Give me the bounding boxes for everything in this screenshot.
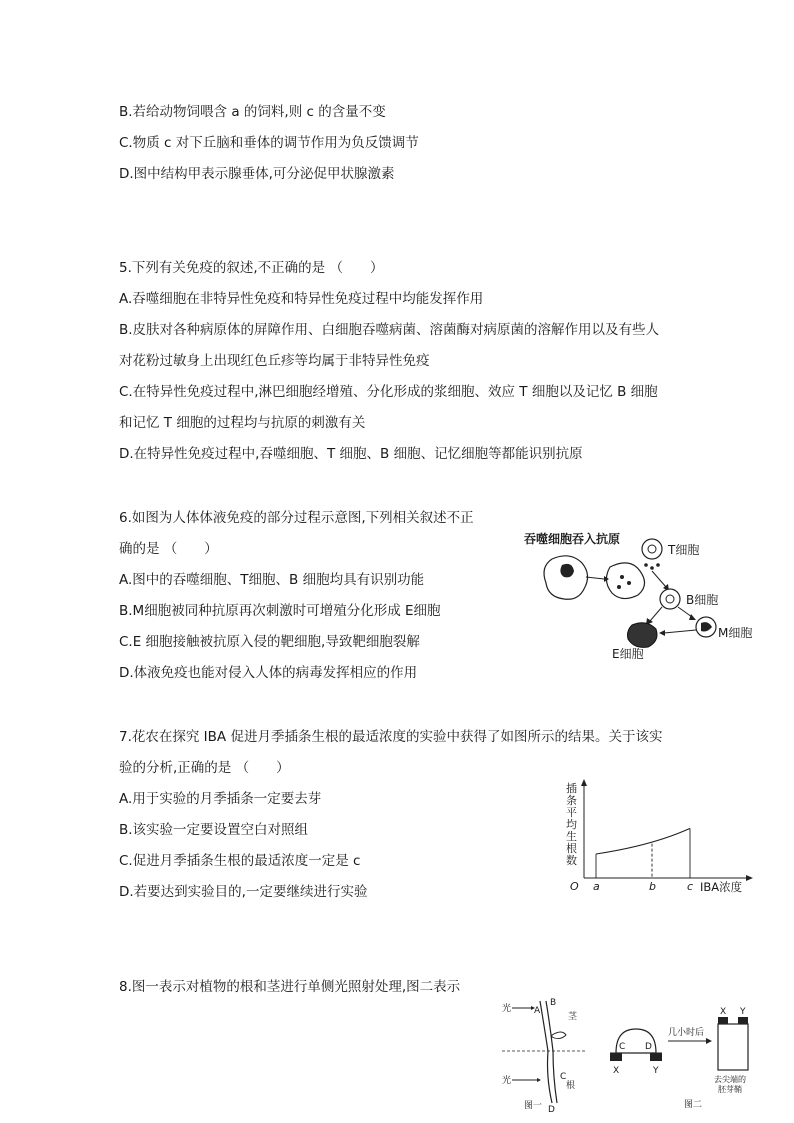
arrow-head — [706, 1038, 712, 1044]
y-axis-label-char: 数 — [566, 854, 577, 867]
e-cell — [628, 623, 658, 648]
x-axis-arrow — [746, 875, 753, 881]
label-y2-fig2: Y — [740, 1007, 746, 1017]
q7-stem-line1: 7.花农在探究 IBA 促进月季插条生根的最适浓度的实验中获得了如图所示的结果。关于该实 — [119, 729, 663, 745]
q6-stem-line1: 6.如图为人体体液免疫的部分过程示意图,下列相关叙述不正 — [119, 510, 474, 526]
y-axis-label — [566, 781, 577, 867]
e-cell-label: E细胞 — [612, 647, 644, 661]
root — [548, 1051, 553, 1103]
q7-option-b: B.该实验一定要设置空白对照组 — [119, 822, 309, 838]
arrow-t-to-b — [652, 571, 666, 587]
q8-figure-1 — [500, 995, 590, 1115]
q6-option-c: C.E 细胞接触被抗原入侵的靶细胞,导致靶细胞裂解 — [119, 634, 420, 650]
q7-iba-chart — [560, 778, 775, 898]
coleoptile-label-line1: 去尖端的 — [714, 1075, 746, 1084]
stem-label: 茎 — [568, 1012, 578, 1022]
agar-block-x — [610, 1053, 622, 1061]
figure-1-caption: 图一 — [524, 1101, 543, 1111]
arrow-text: 几小时后 — [668, 1028, 705, 1038]
light-label-bottom: 光 — [502, 1076, 512, 1086]
label-x2-fig2: X — [720, 1007, 727, 1017]
x-tick-label-b: b — [649, 880, 656, 893]
q7-option-a: A.用于实验的月季插条一定要去芽 — [119, 791, 322, 807]
arrow-head — [537, 1078, 541, 1082]
x-axis-label: IBA浓度 — [700, 880, 743, 894]
antigen-dot — [620, 575, 624, 579]
agar-block-x-on-coleoptile — [718, 1017, 728, 1024]
b-cell-nucleus — [666, 595, 674, 603]
label-x-fig2: X — [613, 1066, 620, 1076]
q4-option-d: D.图中结构甲表示腺垂体,可分泌促甲状腺激素 — [119, 166, 395, 182]
y-axis-label-char: 平 — [566, 806, 577, 819]
m-cell-label: M细胞 — [718, 626, 753, 640]
q4-option-c: C.物质 c 对下丘脑和垂体的调节作用为负反馈调节 — [119, 135, 419, 151]
y-axis-label-char: 均 — [566, 818, 577, 831]
label-a: A — [534, 1006, 541, 1016]
antigen-dot — [650, 566, 654, 570]
antigen-dot — [627, 581, 631, 585]
b-cell-label: B细胞 — [686, 593, 719, 607]
y-axis-label-char: 条 — [566, 794, 577, 807]
arrow-head — [659, 630, 665, 636]
y-axis-label-char: 插 — [566, 782, 577, 795]
label-b: B — [550, 998, 557, 1008]
q6-option-a: A.图中的吞噬细胞、T细胞、B 细胞均具有识别功能 — [119, 572, 425, 588]
q5-option-b-line2: 对花粉过敏身上出现红色丘疹等均属于非特异性免疫 — [119, 353, 430, 369]
origin-label: O — [570, 880, 579, 893]
phagocyte-cell — [544, 556, 588, 599]
t-cell-nucleus — [648, 545, 656, 553]
antigen-presenting-cell — [606, 563, 644, 599]
leaf — [552, 1032, 566, 1039]
root-label: 根 — [566, 1081, 576, 1091]
antigen-dot — [617, 585, 621, 589]
q5-option-c-line2: 和记忆 T 细胞的过程均与抗原的刺激有关 — [119, 415, 366, 431]
q7-option-c: C.促进月季插条生根的最适浓度一定是 c — [119, 853, 361, 869]
q5-stem: 5.下列有关免疫的叙述,不正确的是 （ ） — [119, 260, 384, 276]
q7-stem-line2: 验的分析,正确的是 （ ） — [119, 760, 290, 776]
q5-option-d: D.在特异性免疫过程中,吞噬细胞、T 细胞、B 细胞、记忆细胞等都能识别抗原 — [119, 446, 583, 462]
label-d-fig2: D — [645, 1042, 652, 1052]
coleoptile-label-line2: 胚芽鞘 — [718, 1085, 742, 1094]
y-axis-label-char: 生 — [566, 830, 577, 843]
agar-block-y-on-coleoptile — [738, 1017, 748, 1024]
y-axis-arrow — [581, 779, 587, 786]
q8-stem: 8.图一表示对植物的根和茎进行单侧光照射处理,图二表示 — [119, 979, 461, 995]
agar-block-y — [650, 1053, 662, 1061]
antigen-dot — [656, 563, 660, 567]
diagram-title: 吞噬细胞吞入抗原 — [524, 532, 621, 546]
root-outline — [553, 1051, 557, 1103]
arrow-head — [689, 614, 696, 620]
arrow-phagocyte-to-apc — [586, 577, 604, 579]
series-line — [596, 828, 690, 854]
q6-stem-line2: 确的是 （ ） — [119, 541, 218, 557]
x-tick-label-a: a — [593, 880, 600, 893]
label-c-fig2: C — [619, 1042, 626, 1052]
arrow-b-to-m — [678, 607, 692, 617]
antigen-dot — [644, 563, 648, 567]
q5-option-c-line1: C.在特异性免疫过程中,淋巴细胞经增殖、分化形成的浆细胞、效应 T 细胞以及记忆 B 细胞 — [119, 384, 658, 400]
label-c: C — [560, 1072, 567, 1082]
q6-option-d: D.体液免疫也能对侵入人体的病毒发挥相应的作用 — [119, 665, 418, 681]
light-label-top: 光 — [502, 1004, 512, 1014]
x-tick-label-c: c — [687, 880, 694, 893]
t-cell-label: T细胞 — [668, 543, 700, 557]
label-d: D — [548, 1105, 555, 1115]
q7-option-d: D.若要达到实验目的,一定要继续进行实验 — [119, 884, 368, 900]
q5-option-a: A.吞噬细胞在非特异性免疫和特异性免疫过程中均能发挥作用 — [119, 291, 484, 307]
decapitated-coleoptile — [718, 1024, 748, 1070]
arrow-b-to-e — [650, 607, 662, 621]
q6-immunity-diagram — [518, 527, 758, 662]
q5-option-b-line1: B.皮肤对各种病原体的屏障作用、白细胞吞噬病菌、溶菌酶对病原菌的溶解作用以及有些人 — [119, 322, 660, 338]
q6-option-b: B.M细胞被同种抗原再次刺激时可增殖分化形成 E细胞 — [119, 603, 441, 619]
q4-option-b: B.若给动物饲喂含 a 的饲料,则 c 的含量不变 — [119, 104, 386, 120]
label-y-fig2: Y — [653, 1066, 659, 1076]
arrow-m-to-e — [664, 630, 696, 633]
q8-figure-2 — [604, 1005, 774, 1115]
figure-2-caption: 图二 — [684, 1100, 703, 1110]
y-axis-label-char: 根 — [566, 842, 577, 855]
